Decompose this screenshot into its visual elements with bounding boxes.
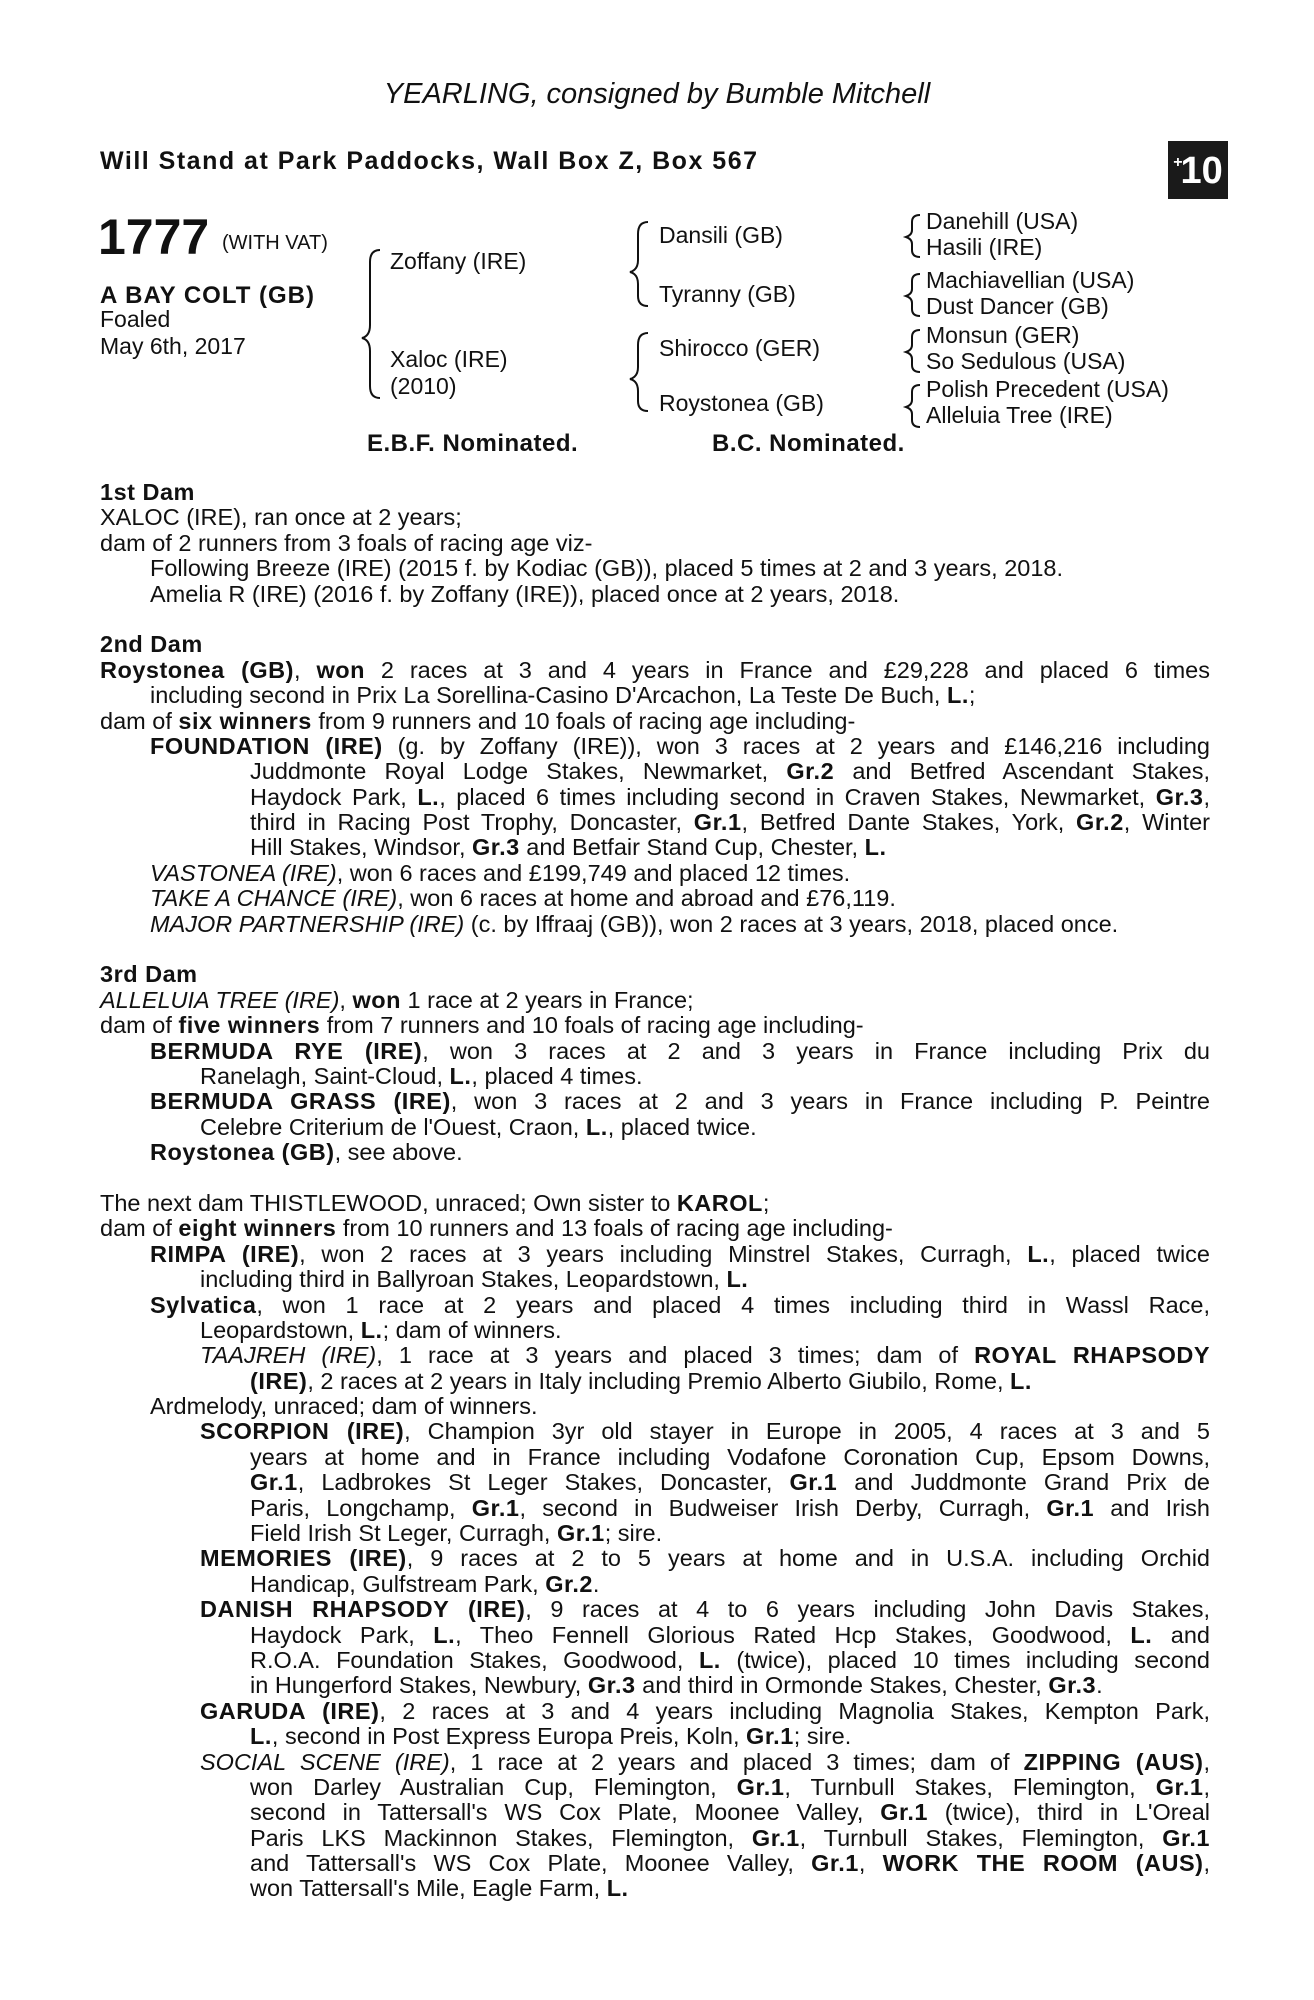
scorpion-line: Field Irish St Leger, Curragh, Gr.1; sire. [250,1520,663,1547]
memories-line: MEMORIES (IRE), 9 races at 2 to 5 years at home and in U.S.A. including Orchid [200,1545,1210,1572]
rimpa-line: RIMPA (IRE), won 2 races at 3 years including Minstrel Stakes, Curragh, L., placed twice [150,1240,1210,1267]
garuda-line: L., second in Post Express Europa Preis, Koln, Gr.1; sire. [250,1723,852,1750]
horse-name: A BAY COLT (GB) [100,282,316,309]
gen2-4: Roystonea (GB) [659,390,824,416]
take-a-chance-line: TAKE A CHANCE (IRE), won 6 races at home and abroad and £76,119. [150,885,896,912]
foundation-line: Juddmonte Royal Lodge Stakes, Newmarket, Gr.2 and Betfred Ascendant Stakes, [250,758,1211,785]
roystonea-ref-line: Roystonea (GB), see above. [150,1139,463,1166]
third-dam-line: ALLELUIA TREE (IRE), won 1 race at 2 years in France; [100,986,694,1013]
third-dam-heading: 3rd Dam [100,961,198,988]
sylvatica-line: Sylvatica, won 1 race at 2 years and placed 4 times including third in Wassl Race, [150,1291,1210,1318]
first-dam-heading: 1st Dam [100,479,195,505]
social-scene-line: SOCIAL SCENE (IRE), 1 race at 2 years and placed 3 times; dam of ZIPPING (AUS), [200,1748,1210,1775]
social-scene-line: Paris LKS Mackinnon Stakes, Flemington, Gr.1, Turnbull Stakes, Flemington, Gr.1 [250,1824,1210,1851]
first-dam-line: Following Breeze (IRE) (2015 f. by Kodiac (GB)), placed 5 times at 2 and 3 years, 2018. [150,555,1064,582]
brace-sire [630,222,648,306]
gen3-1: Danehill (USA) [926,208,1079,234]
danish-rhapsody-line: in Hungerford Stakes, Newbury, Gr.3 and third in Ormonde Stakes, Chester, Gr.3. [250,1672,1103,1699]
taajreh-line: (IRE), 2 races at 2 years in Italy including Premio Alberto Giubilo, Rome, L. [250,1367,1032,1394]
badge-mark: + [1173,154,1183,171]
sire-name: Zoffany (IRE) [390,248,527,274]
brace-g3-2 [906,274,920,316]
gen2-1: Dansili (GB) [659,222,783,248]
foundation-line: third in Racing Post Trophy, Doncaster, Gr.1, Betfred Dante Stakes, York, Gr.2, Winter [250,809,1210,836]
second-dam-line: Roystonea (GB), won 2 races at 3 and 4 years in France and £29,228 and placed 6 times [100,656,1211,683]
first-dam-line: dam of 2 runners from 3 foals of racing age viz- [100,529,593,556]
next-dam-line: dam of eight winners from 10 runners and 13 foals of racing age including- [100,1215,893,1242]
second-dam-line: including second in Prix La Sorellina-Casino D'Arcachon, La Teste De Buch, L.; [150,682,976,709]
gen3-3: Machiavellian (USA) [926,267,1135,293]
social-scene-line: won Tattersall's Mile, Eagle Farm, L. [250,1875,629,1902]
bermuda-grass-line: Celebre Criterium de l'Ouest, Craon, L., placed twice. [200,1113,757,1140]
memories-line: Handicap, Gulfstream Park, Gr.2. [250,1570,600,1597]
gen2-2: Tyranny (GB) [659,281,796,307]
vat-label: (WITH VAT) [222,232,328,254]
sylvatica-line: Leopardstown, L.; dam of winners. [200,1316,562,1343]
next-dam-line: The next dam THISTLEWOOD, unraced; Own sister to KAROL; [100,1189,770,1216]
danish-rhapsody-line: DANISH RHAPSODY (IRE), 9 races at 4 to 6 years including John Davis Stakes, [200,1596,1211,1623]
ebf-nominated: E.B.F. Nominated. [367,430,579,457]
brace-g3-1 [906,215,920,257]
scorpion-line: Gr.1, Ladbrokes St Leger Stakes, Doncaster, Gr.1 and Juddmonte Grand Prix de [250,1469,1210,1496]
bermuda-grass-line: BERMUDA GRASS (IRE), won 3 races at 2 and 3 years in France including P. Peintre [150,1088,1210,1115]
vastonea-line: VASTONEA (IRE), won 6 races and £199,749 and placed 12 times. [150,859,851,886]
lot-number: 1777 [98,209,210,265]
major-partnership-line: MAJOR PARTNERSHIP (IRE) (c. by Iffraaj (GB)), won 2 races at 3 years, 2018, placed once. [150,910,1119,937]
first-dam-line: XALOC (IRE), ran once at 2 years; [100,504,462,531]
scorpion-line: Paris, Longchamp, Gr.1, second in Budweiser Irish Derby, Curragh, Gr.1 and Irish [250,1494,1210,1521]
ardmelody-line: Ardmelody, unraced; dam of winners. [150,1393,538,1420]
bermuda-rye-line: Ranelagh, Saint-Cloud, L., placed 4 times. [200,1062,643,1089]
gen3-4: Dust Dancer (GB) [926,293,1109,319]
rimpa-line: including third in Ballyroan Stakes, Leopardstown, L. [200,1266,749,1293]
foundation-line: Haydock Park, L., placed 6 times including second in Craven Stakes, Newmarket, Gr.3, [250,783,1210,810]
gen2-3: Shirocco (GER) [659,335,821,361]
bc-nominated: B.C. Nominated. [712,430,905,457]
second-dam-line: dam of six winners from 9 runners and 10 foals of racing age including- [100,707,856,734]
gen3-5: Monsun (GER) [926,322,1080,348]
foaled-date: May 6th, 2017 [100,333,246,359]
brace-g3-4 [906,385,920,427]
social-scene-line: won Darley Australian Cup, Flemington, Gr.1, Turnbull Stakes, Flemington, Gr.1, [250,1773,1210,1800]
scorpion-line: SCORPION (IRE), Champion 3yr old stayer in Europe in 2005, 4 races at 3 and 5 [200,1418,1210,1445]
page-title: YEARLING, consigned by Bumble Mitchell [383,78,931,110]
gen3-8: Alleluia Tree (IRE) [926,402,1113,428]
foundation-line: Hill Stakes, Windsor, Gr.3 and Betfair Stand Cup, Chester, L. [250,834,887,861]
location-line: Will Stand at Park Paddocks, Wall Box Z, Box 567 [100,147,759,175]
social-scene-line: second in Tattersall's WS Cox Plate, Moonee Valley, Gr.1 (twice), third in L'Oreal [250,1799,1210,1826]
taajreh-line: TAAJREH (IRE), 1 race at 3 years and placed 3 times; dam of ROYAL RHAPSODY [200,1342,1211,1369]
danish-rhapsody-line: R.O.A. Foundation Stakes, Goodwood, L. (twice), placed 10 times including second [250,1646,1211,1673]
foaled-label: Foaled [100,306,171,332]
bermuda-rye-line: BERMUDA RYE (IRE), won 3 races at 2 and 3 years in France including Prix du [150,1037,1210,1064]
catalogue-body [100,480,1210,1902]
foundation-line: FOUNDATION (IRE) (g. by Zoffany (IRE)), won 3 races at 2 years and £146,216 including [150,732,1210,759]
third-dam-line: dam of five winners from 7 runners and 10 foals of racing age including- [100,1012,864,1039]
brace-main [362,250,380,398]
gen3-6: So Sedulous (USA) [926,348,1126,374]
dam-year: (2010) [390,373,457,399]
danish-rhapsody-line: Haydock Park, L., Theo Fennell Glorious Rated Hcp Stakes, Goodwood, L. and [250,1621,1210,1648]
garuda-line: GARUDA (IRE), 2 races at 3 and 4 years including Magnolia Stakes, Kempton Park, [200,1697,1210,1724]
badge-number: 10 [1180,150,1223,192]
dam-name: Xaloc (IRE) [390,346,508,372]
gen3-7: Polish Precedent (USA) [926,376,1169,402]
brace-g3-3 [906,330,920,372]
gen3-2: Hasili (IRE) [926,234,1043,260]
brace-dam [630,333,648,411]
second-dam-heading: 2nd Dam [100,631,203,658]
social-scene-line: and Tattersall's WS Cox Plate, Moonee Valley, Gr.1, WORK THE ROOM (AUS), [250,1850,1211,1877]
scorpion-line: years at home and in France including Vodafone Coronation Cup, Epsom Downs, [250,1443,1210,1470]
first-dam-line: Amelia R (IRE) (2016 f. by Zoffany (IRE)), placed once at 2 years, 2018. [150,580,900,607]
